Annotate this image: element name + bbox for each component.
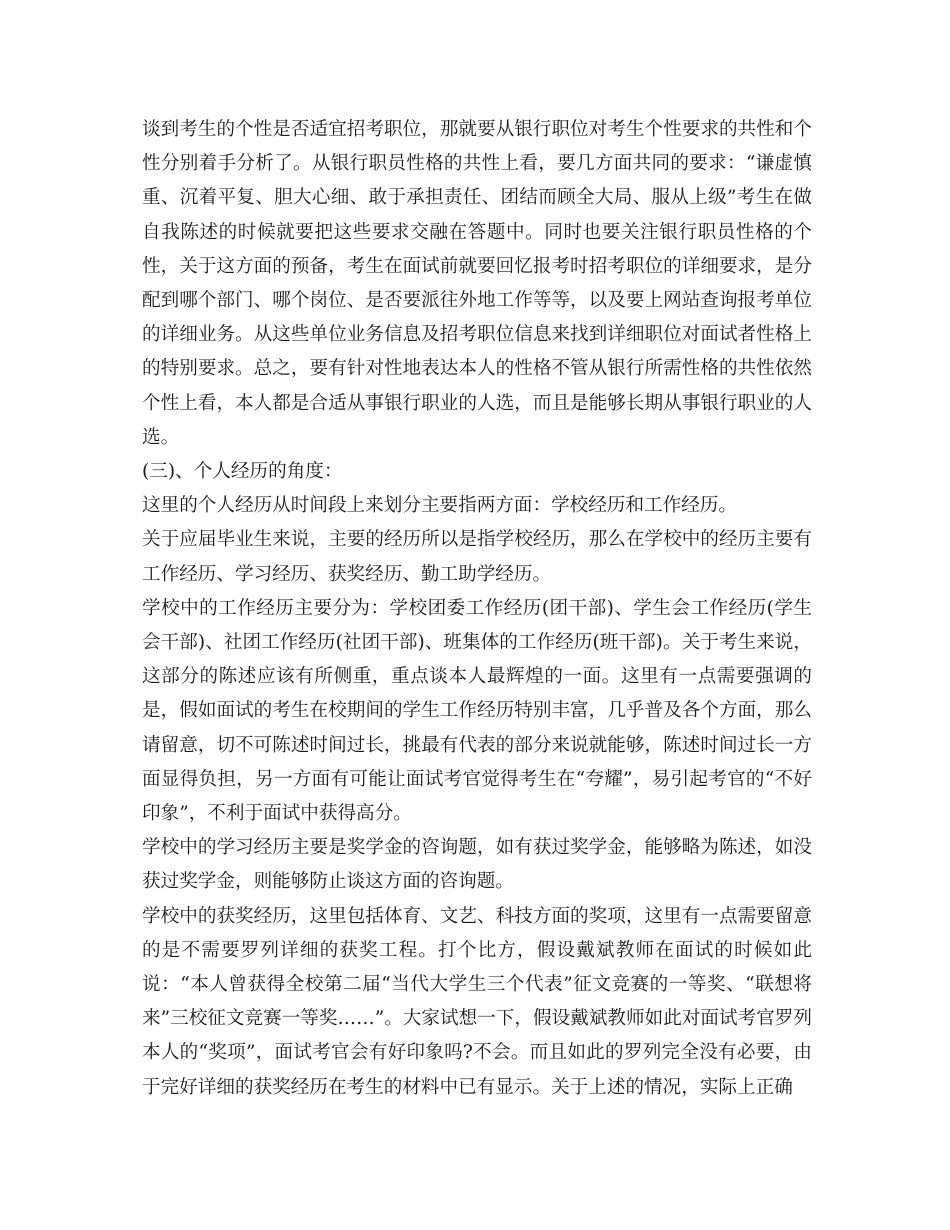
document-body (142, 113, 812, 1105)
section-heading-personal-experience: (三)、个人经历的角度： (142, 461, 343, 483)
paragraph-graduate-experience: 关于应届毕业生来说，主要的经历所以是指学校经历，那么在学校中的经历主要有工作经历、学习经历、获奖经历、勤工助学经历。 (142, 529, 812, 585)
paragraph-work-experience: 学校中的工作经历主要分为：学校团委工作经历(团干部)、学生会工作经历(学生会干部)、社团工作经历(社团干部)、班集体的工作经历(班干部)。关于考生来说，这部分的陈述应该有所侧重，重点谈本人最辉煌的一面。这里有一点需要强调的是，假如面试的考生在校期间的学生工作经历特别丰富，几乎普及各个方面，那么请留意，切不可陈述时间过长，挑最有代表的部分来说就能够，陈述时间过长一方面显得负担，另一方面有可能让面试考官觉得考生在“夸耀”，易引起考官的“不好印象”，不利于面试中获得高分。 (142, 597, 812, 825)
paragraph-study-experience: 学校中的学习经历主要是奖学金的咨询题，如有获过奖学金，能够略为陈述，如没获过奖学金，则能够防止谈这方面的咨询题。 (142, 837, 812, 893)
paragraph-award-experience: 学校中的获奖经历，这里包括体育、文艺、科技方面的奖项，这里有一点需要留意的是不需要罗列详细的获奖工程。打个比方，假设戴斌教师在面试的时候如此说：“本人曾获得全校第二届“当代大学生三个代表”征文竞赛的一等奖、“联想将来”三校征文竞赛一等奖……”。大家试想一下，假设戴斌教师如此对面试考官罗列本人的“奖项”，面试考官会有好印象吗?不会。而且如此的罗列完全没有必要，由于完好详细的获奖经历在考生的材料中已有显示。关于上述的情况，实际上正确 (142, 905, 812, 1098)
paragraph-bank-personality: 谈到考生的个性是否适宜招考职位，那就要从银行职位对考生个性要求的共性和个性分别着手分析了。从银行职员性格的共性上看，要几方面共同的要求：“谦虚慎重、沉着平复、胆大心细、敢于承担责任、团结而顾全大局、服从上级”考生在做自我陈述的时候就要把这些要求交融在答题中。同时也要关注银行职员性格的个性，关于这方面的预备，考生在面试前就要回忆报考时招考职位的详细要求，是分配到哪个部门、哪个岗位、是否要派往外地工作等等，以及要上网站查询报考单位的详细业务。从这些单位业务信息及招考职位信息来找到详细职位对面试者性格上的特别要求。总之，要有针对性地表达本人的性格不管从银行所需性格的共性依然个性上看，本人都是合适从事银行职业的人选，而且是能够长期从事银行职业的人选。 (142, 119, 812, 448)
paragraph-experience-overview: 这里的个人经历从时间段上来划分主要指两方面：学校经历和工作经历。 (142, 495, 738, 517)
